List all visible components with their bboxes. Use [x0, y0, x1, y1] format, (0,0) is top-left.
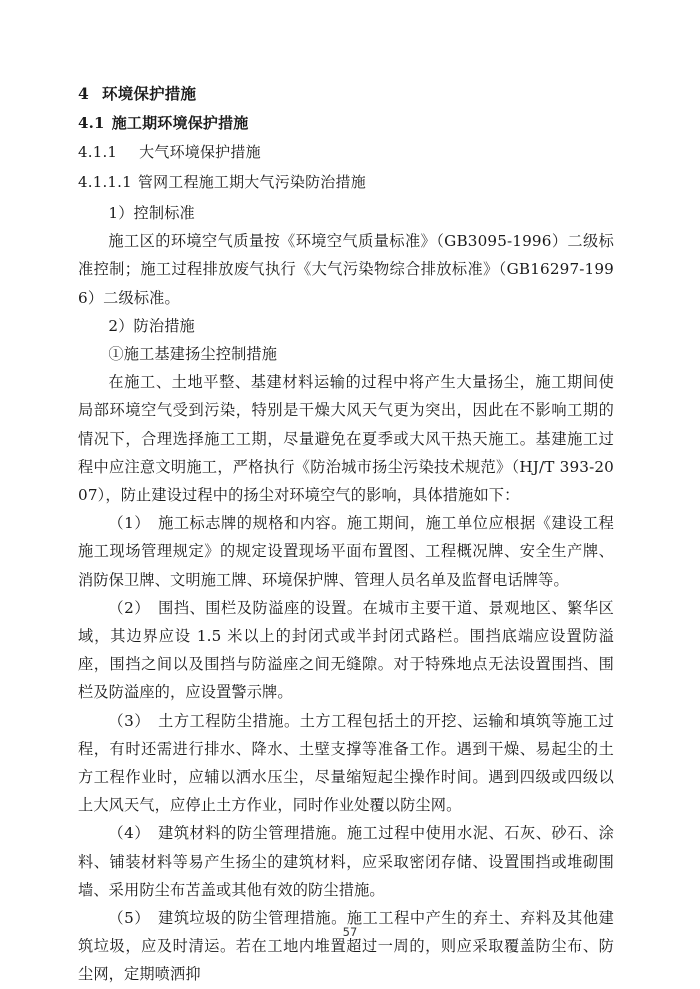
heading-level-3 [78, 138, 614, 167]
heading-level-3-number: 4.1.1 [78, 143, 118, 161]
measure-item-marker: （2） [108, 598, 151, 617]
measure-item-marker: （4） [108, 824, 151, 843]
measure-item-marker: （3） [108, 711, 151, 730]
measure-list-item [78, 904, 614, 989]
heading-level-3-title: 大气环境保护措施 [139, 143, 261, 161]
measure-list-item [78, 594, 614, 707]
measure-item-text: 建筑垃圾的防尘管理措施。施工工程中产生的弃土、弃料及其他建筑垃圾，应及时清运。若在工地内堆置超过一周的，则应采取覆盖防尘布、防尘网，定期喷洒抑 [78, 909, 614, 984]
heading-level-1-title: 环境保护措施 [102, 84, 197, 103]
heading-level-4-title: 管网工程施工期大气污染防治措施 [137, 173, 366, 191]
measure-item-text: 建筑材料的防尘管理措施。施工过程中使用水泥、石灰、砂石、涂料、铺装材料等易产生扬尘的建筑材料，应采取密闭存储、设置围挡或堆砌围墙、采用防尘布苫盖或其他有效的防尘措施。 [78, 824, 614, 899]
heading-level-4 [78, 168, 614, 197]
control-standard-label: 1）控制标准 [108, 204, 195, 222]
measure-item-text: 围挡、围栏及防溢座的设置。在城市主要干道、景观地区、繁华区域，其边界应设 1.5 米以上的封闭式或半封闭式路栏。围挡底端应设置防溢座，围挡之间以及围挡与防溢座之间无缝隙。对于特殊地点无法设置围挡、围栏及防溢座的，应设置警示牌。 [78, 598, 614, 702]
measure-item-marker: （5） [108, 909, 151, 928]
heading-level-2 [78, 109, 614, 137]
heading-level-2-title: 施工期环境保护措施 [111, 114, 249, 132]
dust-control-subsection-label: ①施工基建扬尘控制措施 [108, 345, 278, 364]
heading-level-1 [78, 80, 614, 108]
heading-level-4-number: 4.1.1.1 [78, 173, 132, 191]
measure-item-marker: （1） [108, 514, 151, 533]
measure-list-item [78, 819, 614, 904]
prevention-measures-label: 2）防治措施 [108, 316, 195, 335]
measure-list-item [78, 509, 614, 594]
page-number: 57 [342, 925, 358, 939]
heading-level-1-number: 4 [78, 84, 89, 103]
measure-item-text: 土方工程防尘措施。土方工程包括土的开挖、运输和填筑等施工过程，有时还需进行排水、降水、土壁支撑等准备工作。遇到干燥、易起尘的土方工程作业时，应辅以洒水压尘，尽量缩短起尘操作时间。遇到四级或四级以上大风天气，应停止土方作业，同时作业处覆以防尘网。 [78, 711, 614, 815]
control-standard-paragraph: 施工区的环境空气质量按《环境空气质量标准》（GB3095-1996）二级标准控制；施工过程排放废气执行《大气污染物综合排放标准》（GB16297-1996）二级标准。 [78, 232, 614, 307]
dust-control-intro-paragraph: 在施工、土地平整、基建材料运输的过程中将产生大量扬尘，施工期间使局部环境空气受到污染，特别是干燥大风天气更为突出，因此在不影响工期的情况下，合理选择施工工期，尽量避免在夏季或大风干热天施工。基建施工过程中应注意文明施工，严格执行《防治城市扬尘污染技术规范》（HJ/T 393-2007），防止建设过程中的扬尘对环境空气的影响，具体措施如下： [78, 373, 614, 505]
measure-list-item [78, 707, 614, 820]
heading-level-2-number: 4.1 [78, 114, 105, 132]
measure-item-text: 施工标志牌的规格和内容。施工期间，施工单位应根据《建设工程施工现场管理规定》的规定设置现场平面布置图、工程概况牌、安全生产牌、消防保卫牌、文明施工牌、环境保护牌、管理人员名单及监督电话牌等。 [78, 514, 614, 589]
